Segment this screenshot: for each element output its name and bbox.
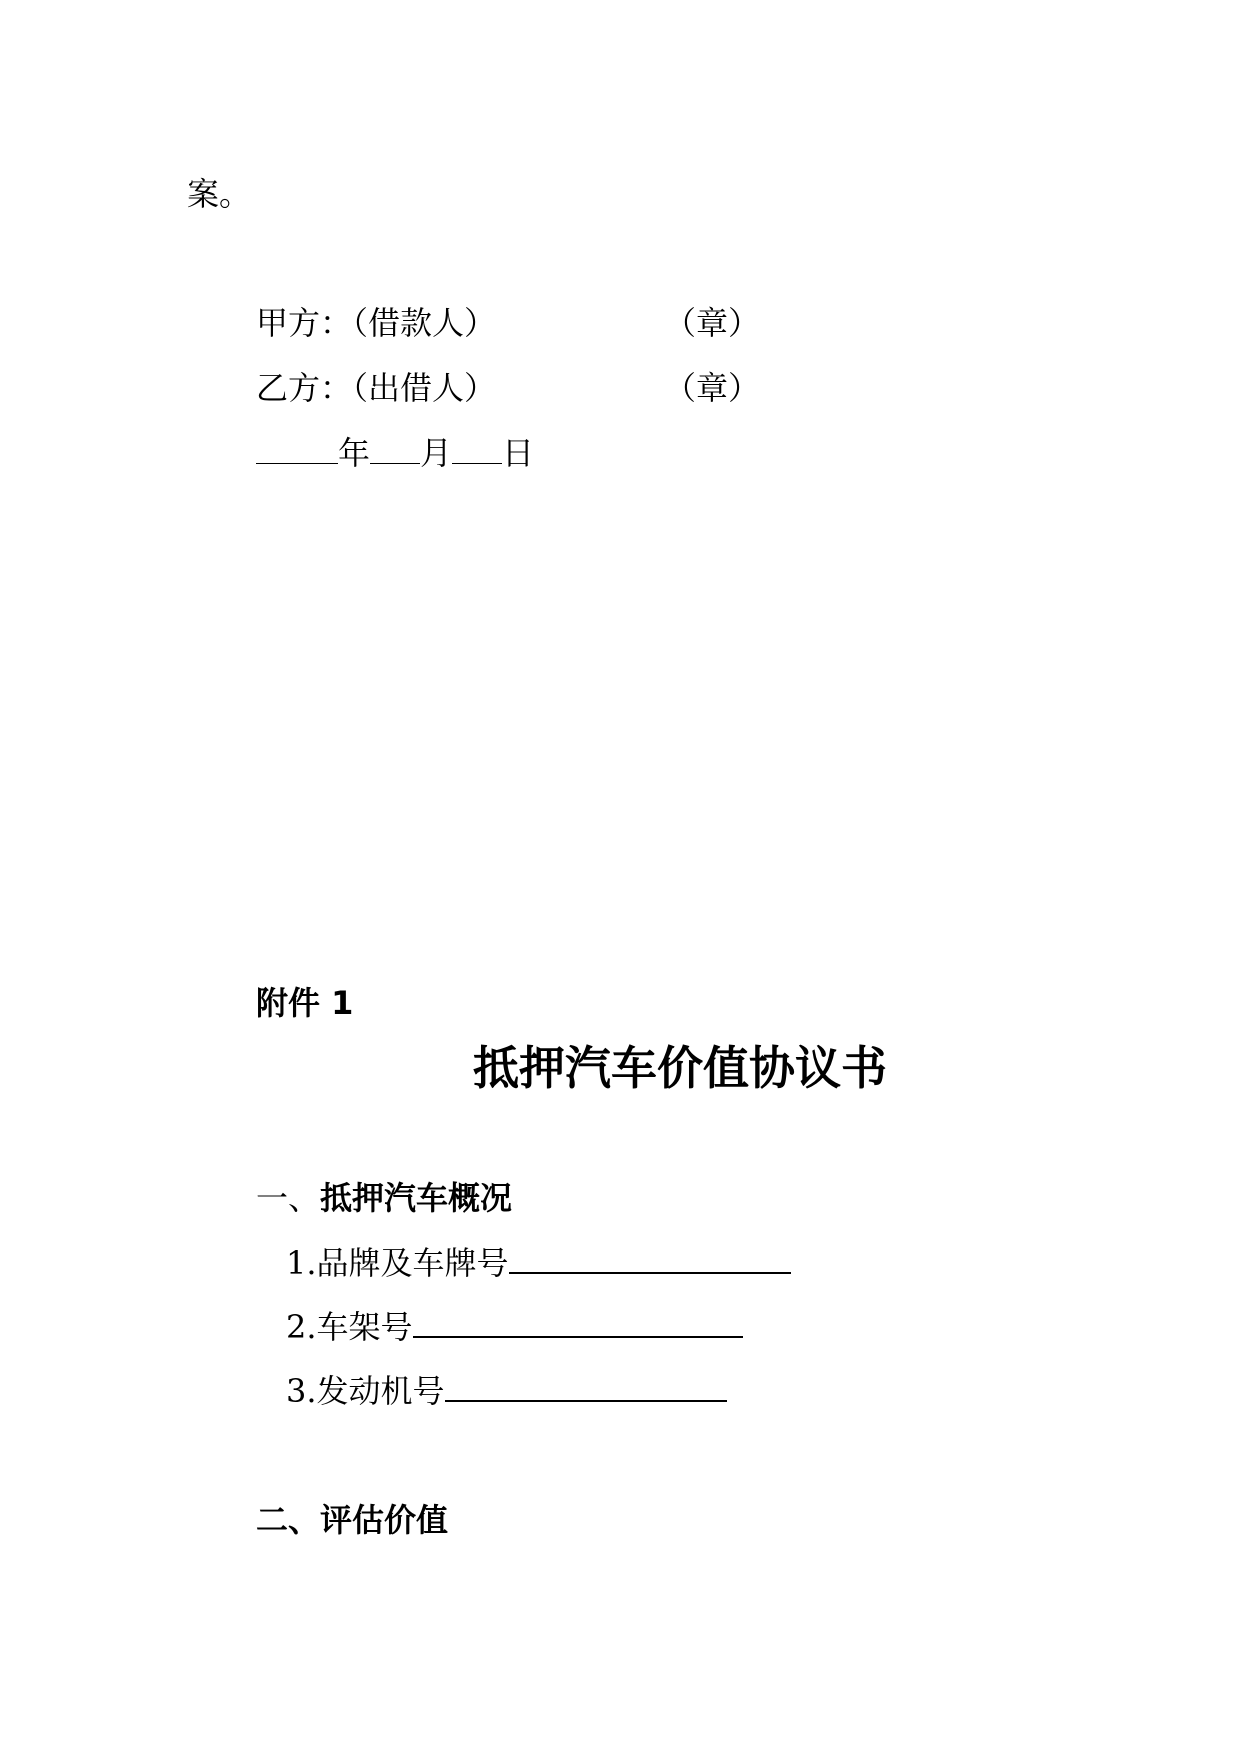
party-a-seal: （章） — [664, 304, 761, 342]
year-blank[interactable] — [256, 435, 338, 464]
party-a-label: 甲方：（借款人） — [256, 304, 497, 342]
party-b-seal: （章） — [664, 369, 761, 407]
frame-number-field[interactable] — [413, 1306, 743, 1338]
month-blank[interactable] — [370, 435, 420, 464]
item-label: 发动机号 — [316, 1372, 445, 1410]
brand-plate-field[interactable] — [509, 1242, 791, 1274]
attachment-label: 附件 1 — [256, 984, 354, 1022]
item-number: 3. — [286, 1372, 317, 1410]
party-b-label: 乙方：（出借人） — [256, 369, 497, 407]
list-item — [286, 1306, 743, 1347]
date-line — [256, 433, 534, 473]
list-item — [286, 1370, 727, 1411]
section1-heading-prefix: 一、 — [256, 1179, 321, 1217]
day-label: 日 — [502, 434, 535, 472]
section1-heading-text: 抵押汽车概况 — [320, 1179, 513, 1217]
item-number: 2. — [286, 1308, 317, 1346]
month-label: 月 — [420, 434, 453, 472]
section2-heading: 二、评估价值 — [256, 1501, 449, 1539]
attachment-title: 抵押汽车价值协议书 — [473, 1041, 887, 1095]
day-blank[interactable] — [452, 435, 502, 464]
continuation-text: 案。 — [187, 175, 252, 213]
list-item — [286, 1242, 791, 1283]
item-label: 车架号 — [316, 1308, 413, 1346]
item-number: 1. — [286, 1244, 317, 1282]
year-label: 年 — [338, 434, 371, 472]
item-label: 品牌及车牌号 — [316, 1244, 509, 1282]
engine-number-field[interactable] — [445, 1370, 727, 1402]
section1-heading — [256, 1178, 512, 1218]
